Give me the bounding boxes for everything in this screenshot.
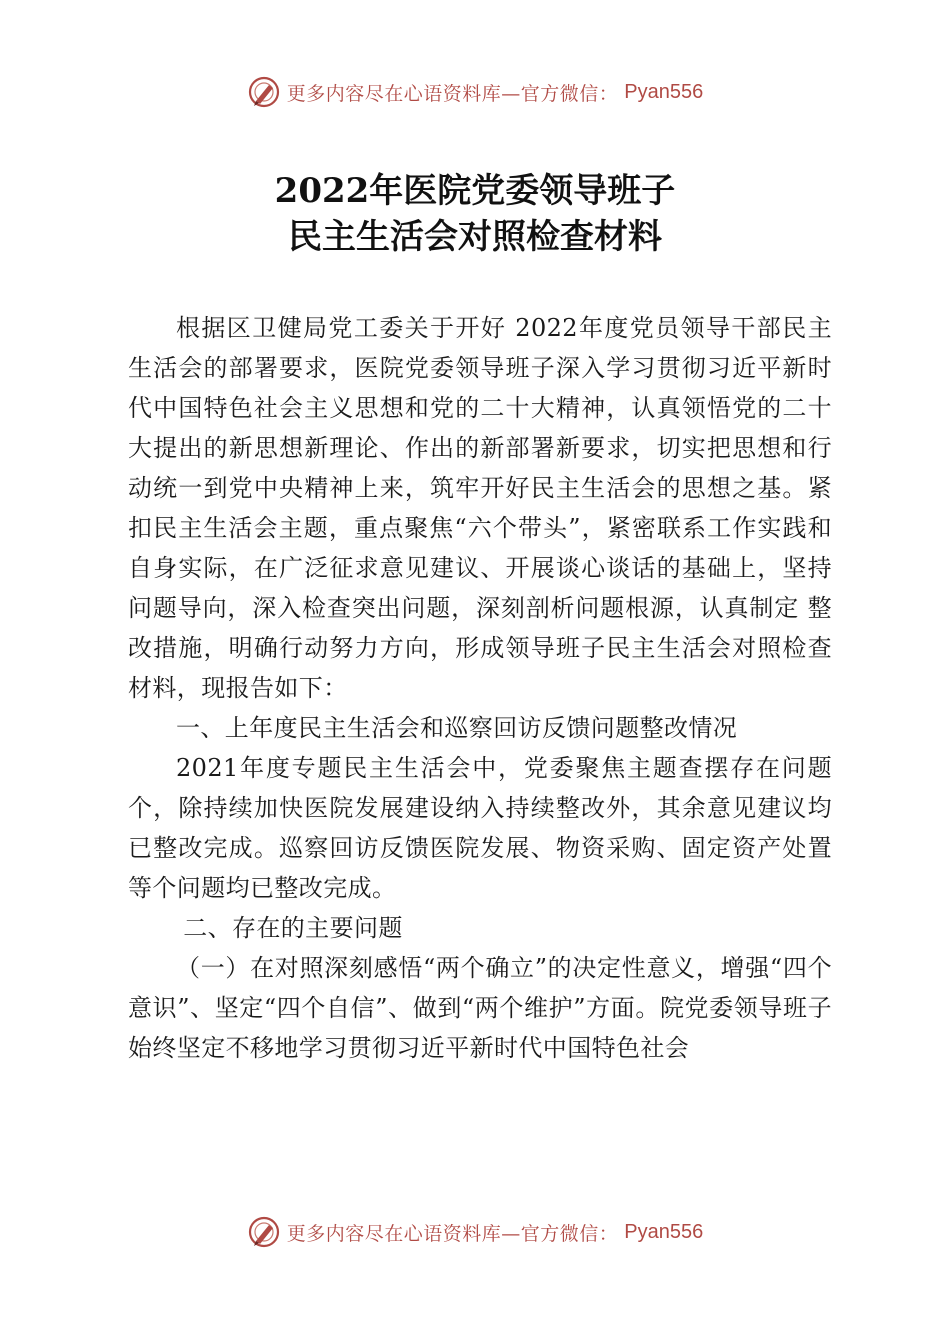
title-line-1: 2022年医院党委领导班子 xyxy=(274,171,676,211)
pen-logo-icon xyxy=(247,1215,281,1249)
document-title xyxy=(0,168,950,260)
watermark-text: 更多内容尽在心语资料库—官方微信： xyxy=(286,1222,619,1245)
section-heading-2: 二、存在的主要问题 xyxy=(183,914,403,942)
footer-watermark xyxy=(0,1212,950,1252)
header-watermark xyxy=(0,72,950,112)
watermark-text: 更多内容尽在心语资料库—官方微信： xyxy=(286,82,619,105)
section-heading-1: 一、上年度民主生活会和巡察回访反馈问题整改情况 xyxy=(176,714,738,742)
document-body xyxy=(128,308,832,1068)
paragraph-problem-1: （一）在对照深刻感悟“两个确立”的决定性意义，增强“四个意识”、坚定“四个自信”、做到“两个维护”方面。院党委领导班子始终坚定不移地学习贯彻习近平新时代中国特色社会 xyxy=(128,954,832,1062)
watermark-wechat-id: Pyan556 xyxy=(624,80,704,103)
title-line-2: 民主生活会对照检查材料 xyxy=(288,217,662,257)
paragraph-intro: 根据区卫健局党工委关于开好 2022年度党员领导干部民主生活会的部署要求，医院党委领导班子深入学习贯彻习近平新时代中国特色社会主义思想和党的二十大精神，认真领悟党的二十大提出的新思想新理论、作出的新部署新要求，切实把思想和行动统一到党中央精神上来，筑牢开好民主生活会的思想之基。紧扣民主生活会主题，重点聚焦“六个带头”，紧密联系工作实践和自身实际，在广泛征求意见建议、开展谈心谈话的基础上，坚持问题导向，深入检查突出问题，深刻剖析问题根源，认真制定 整改措施，明确行动努力方向，形成领导班子民主生活会对照检查材料，现报告如下： xyxy=(128,314,832,702)
watermark-wechat-id: Pyan556 xyxy=(624,1220,704,1243)
paragraph-rectification: 2021年度专题民主生活会中，党委聚焦主题查摆存在问题个，除持续加快医院发展建设纳入持续整改外，其余意见建议均已整改完成。巡察回访反馈医院发展、物资采购、固定资产处置等个问题均已整改完成。 xyxy=(128,754,832,902)
pen-logo-icon xyxy=(247,75,281,109)
